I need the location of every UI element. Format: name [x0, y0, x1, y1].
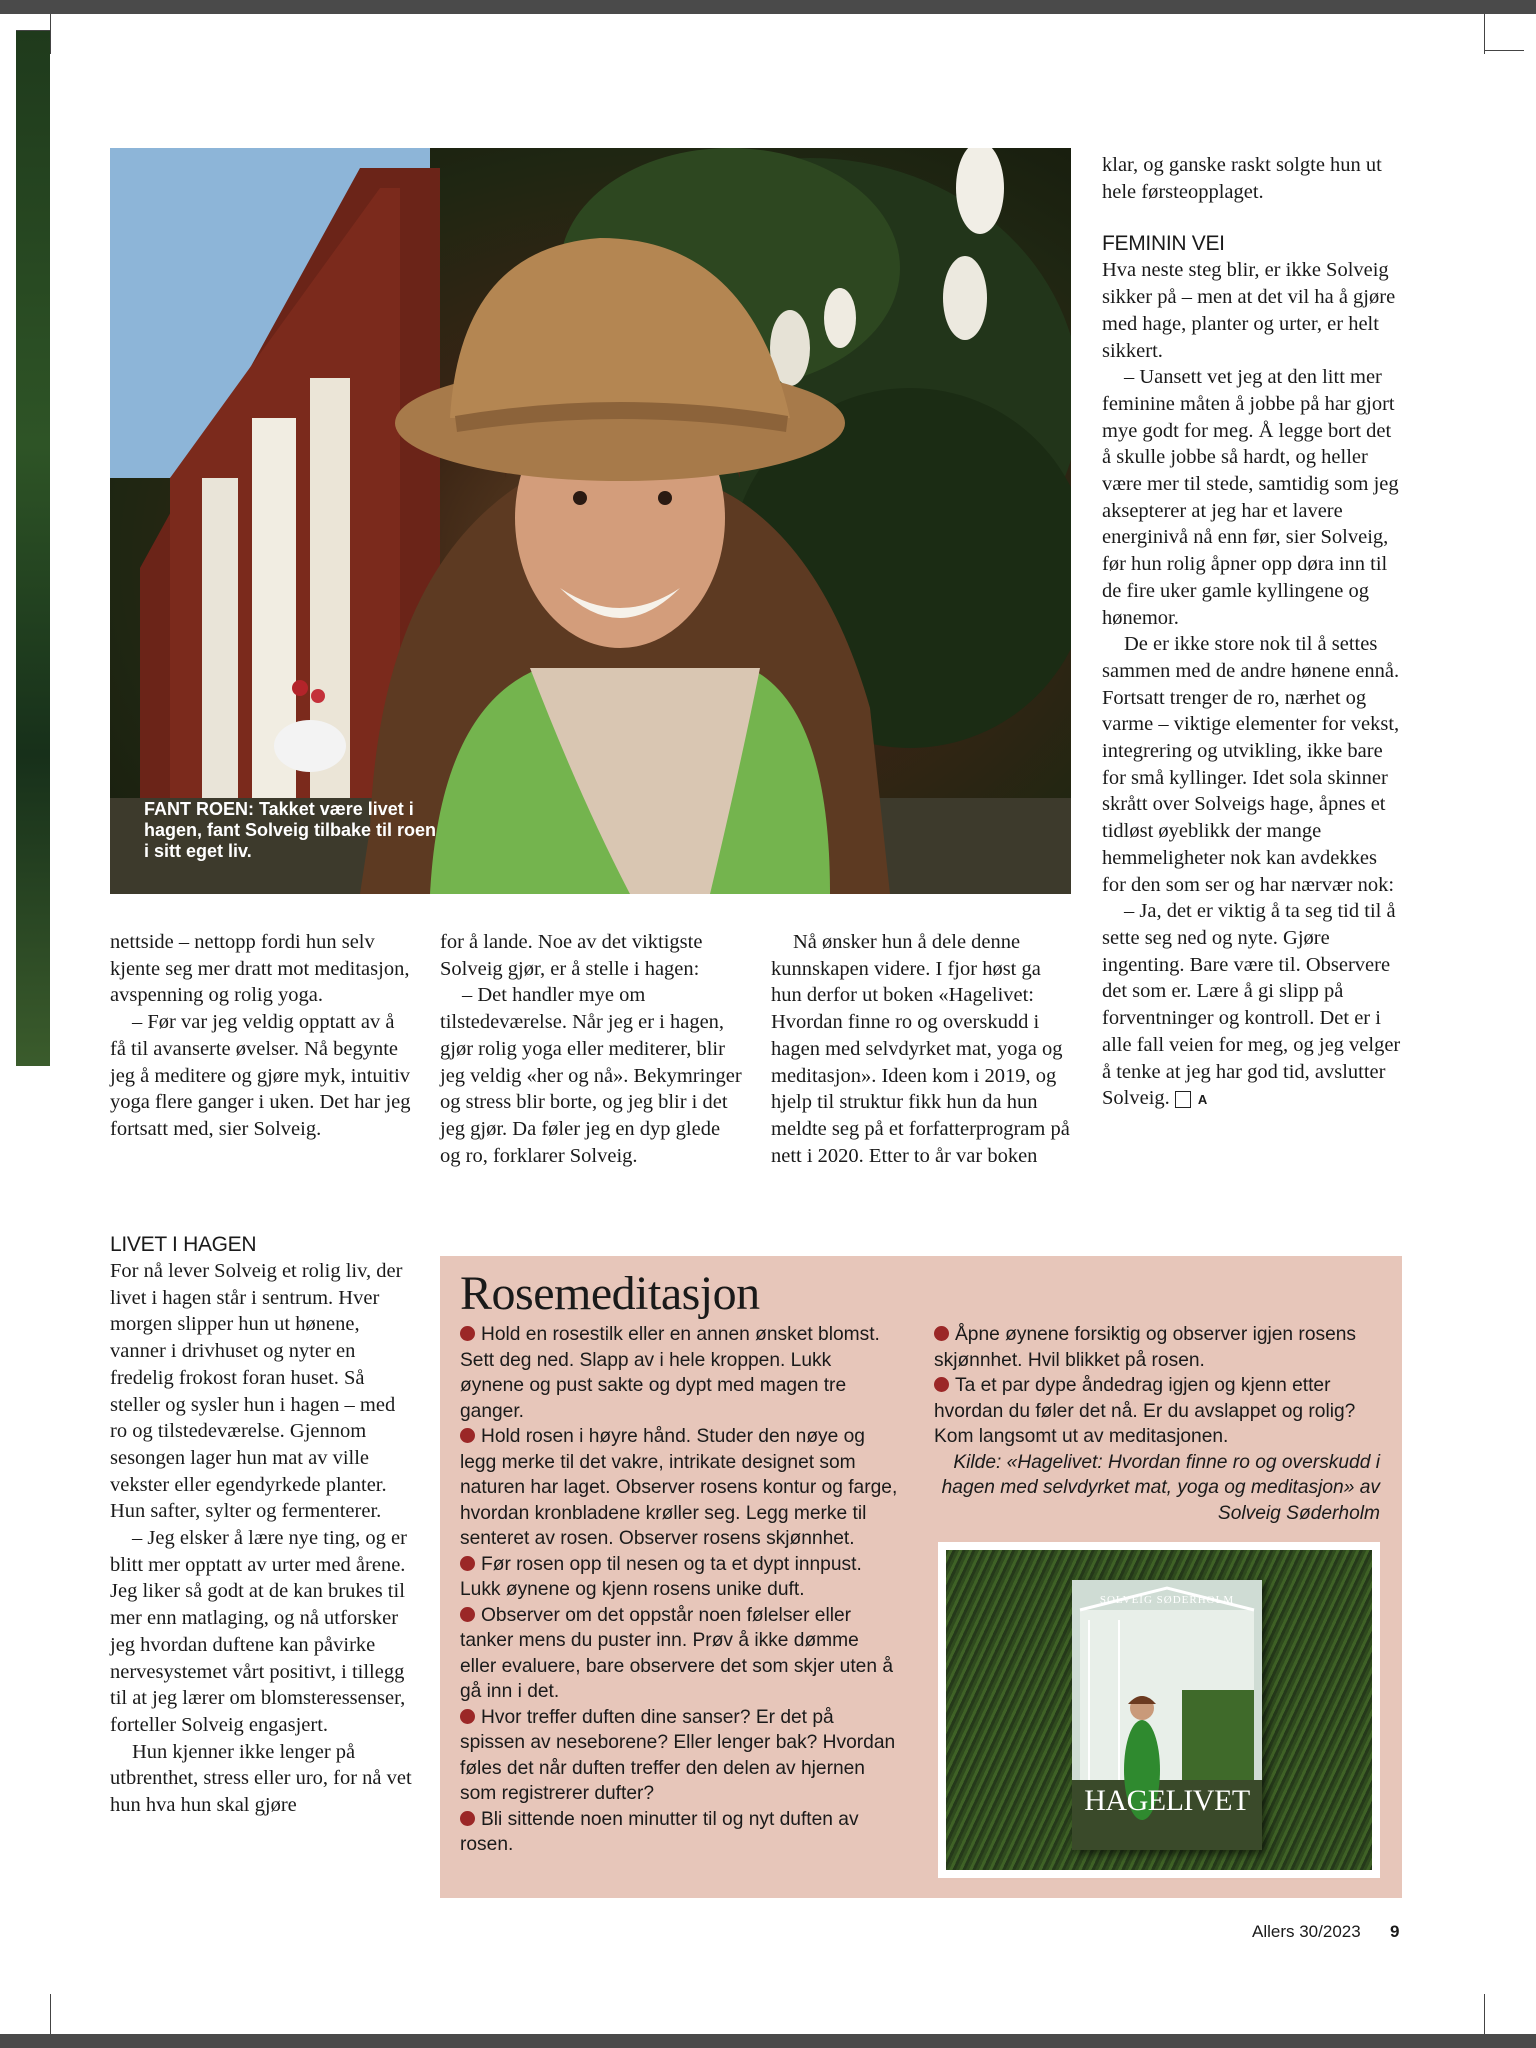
box-title: Rosemeditasjon — [460, 1267, 760, 1320]
list-item — [934, 1322, 1380, 1373]
article-column-2 — [440, 929, 742, 1169]
crop-mark — [50, 14, 51, 54]
portrait-illustration — [110, 148, 1071, 894]
bullet-icon — [934, 1377, 949, 1392]
portrait-photo — [110, 148, 1071, 894]
paragraph-text: – Ja, det er viktig å ta seg tid til å sette seg ned og nyte. Gjøre ingenting. Bare være til. Observere det som er. Lære å gi slipp på forventninger og kontroll. Det er i alle fall veien for meg, og jeg velger å tenke at jeg har god tid, avslutter Solveig. — [1102, 900, 1401, 1110]
paragraph: nettside – nettopp fordi hun selv kjente seg mer dratt mot meditasjon, avspenning og rolig yoga. — [110, 931, 410, 1007]
box-right-column — [934, 1322, 1380, 1526]
source-citation: Kilde: «Hagelivet: Hvordan finne ro og overskudd i hagen med selvdyrket mat, yoga og meditasjon» av Solveig Søderholm — [941, 1451, 1380, 1524]
list-item-text: Ta et par dype åndedrag igjen og kjenn etter hvordan du føler det nå. Er du avslappet og rolig? Kom langsomt ut av meditasjonen. — [934, 1375, 1356, 1447]
paragraph: Hva neste steg blir, er ikke Solveig sikker på – men at det vil ha å gjøre med hage, planter og urter, er helt sikkert. — [1102, 259, 1396, 362]
list-item — [460, 1705, 900, 1807]
list-item — [460, 1603, 900, 1705]
list-item-text: Hvor treffer duften dine sanser? Er det på spissen av neseborene? Eller lenger bak? Hvordan føles det når duften treffer den delen av hjernen som registrerer dufter? — [460, 1706, 896, 1804]
subheading-livet-i-hagen: LIVET I HAGEN — [110, 1233, 257, 1256]
grass-background — [946, 1550, 1372, 1870]
paragraph: – Før var jeg veldig opptatt av å få til avanserte øvelser. Nå begynte jeg å meditere og gjøre myk, intuitiv yoga flere ganger i uken. Det har jeg fortsatt med, sier Solveig. — [110, 1011, 411, 1140]
paragraph: – Uansett vet jeg at den litt mer feminine måten å jobbe på har gjort mye godt for meg. Å legge bort det å skulle jobbe så hardt, og heller være mer til stede, samtidig som jeg aksepterer at jeg har et lavere energinivå nå enn før, sier Solveig, før hun rolig åpner opp døra inn til de fire uker gamle kyllingene og hønemor. — [1102, 366, 1399, 629]
paragraph: klar, og ganske raskt solgte hun ut hele førsteopplaget. — [1102, 154, 1382, 203]
crop-mark — [1484, 50, 1524, 51]
bullet-icon — [460, 1428, 475, 1443]
end-mark-icon: A — [1175, 1091, 1191, 1108]
paragraph: for å lande. Noe av det viktigste Solveig gjør, er å stelle i hagen: — [440, 931, 703, 980]
list-item-text: Observer om det oppstår noen følelser eller tanker mens du puster inn. Prøv å ikke dømme eller evaluere, bare observere det som skjer uten å gå inn i det. — [460, 1604, 894, 1702]
article-column-3 — [771, 929, 1073, 1169]
previous-page-edge — [16, 30, 50, 1066]
paragraph: – Jeg elsker å lære nye ting, og er blitt mer opptatt av urter med årene. Jeg liker så godt at de kan brukes til mer enn matlaging, og nå utforsker jeg hvordan duftene kan påvirke nervesystemet vårt positivt, i tillegg til at jeg lærer om blomsteressenser, forteller Solveig engasjert. — [110, 1527, 407, 1736]
bullet-icon — [460, 1607, 475, 1622]
paragraph — [1102, 898, 1402, 1112]
crop-mark — [50, 1994, 51, 2034]
crop-mark — [16, 30, 50, 31]
book-cover — [1072, 1580, 1262, 1850]
list-item — [460, 1424, 900, 1552]
subheading-feminin-vei: FEMININ VEI — [1102, 232, 1225, 256]
paragraph: Hun kjenner ikke lenger på utbrenthet, stress eller uro, for nå vet hun hva hun skal gjøre — [110, 1740, 412, 1817]
box-left-column — [460, 1322, 900, 1858]
book-photo — [938, 1542, 1380, 1878]
list-item-text: Hold rosen i høyre hånd. Studer den nøye og legg merke til det vakre, intrikate designet som naturen har laget. Observer rosens kontur og farge, hvordan kronbladene krøller seg. Legg merke til senteret av rosen. Observer rosens skjønnhet. — [460, 1426, 898, 1549]
book-title: HAGELIVET — [1084, 1784, 1250, 1817]
bullet-icon — [460, 1326, 475, 1341]
bullet-icon — [934, 1326, 949, 1341]
crop-mark — [1484, 1994, 1485, 2034]
list-item-text: Hold en rosestilk eller en annen ønsket blomst. Sett deg ned. Slapp av i hele kroppen. Lukk øynene og pust sakte og dypt med magen tre ganger. — [460, 1324, 880, 1422]
rosemeditasjon-box — [440, 1256, 1402, 1898]
list-item — [460, 1552, 900, 1603]
photo-caption: FANT ROEN: Takket være livet i hagen, fant Solveig tilbake til roen i sitt eget liv. — [144, 799, 437, 861]
article-column-1 — [110, 929, 412, 1143]
paragraph: – Det handler mye om tilstedeværelse. Når jeg er i hagen, gjør rolig yoga eller mediterer, blir jeg veldig «her og nå». Bekymringer og stress blir borte, og jeg blir i det jeg gjør. Da føler jeg en dyp glede og ro, forklarer Solveig. — [440, 984, 742, 1167]
book-author: SOLVEIG SØDERHOLM — [1099, 1594, 1235, 1606]
list-item — [460, 1807, 900, 1858]
crop-mark — [1484, 14, 1485, 54]
bullet-icon — [460, 1556, 475, 1571]
publication-issue: Allers 30/2023 — [1252, 1922, 1361, 1941]
list-item — [460, 1322, 900, 1424]
list-item — [934, 1373, 1380, 1450]
article-column-right — [1102, 152, 1402, 1112]
article-column-bottom-left — [110, 1232, 412, 1819]
list-item-text: Før rosen opp til nesen og ta et dypt innpust. Lukk øynene og kjenn rosens unike duft. — [460, 1553, 862, 1600]
paragraph: De er ikke store nok til å settes sammen med de andre hønene ennå. Fortsatt trenger de ro, nærhet og varme – viktige elementer for vekst, integrering og utvikling, ikke bare for små kyllinger. Idet sola skinner skrått over Solveigs hage, åpnes et tidløst øyeblikk der mange hemmeligheter nok kan avdekkes for den som ser og har nærvær nok: — [1102, 633, 1400, 896]
bullet-icon — [460, 1709, 475, 1724]
page-number: 9 — [1390, 1922, 1400, 1941]
list-item-text: Bli sittende noen minutter til og nyt duften av rosen. — [460, 1808, 859, 1855]
magazine-page — [0, 14, 1536, 2034]
paragraph: For nå lever Solveig et rolig liv, der livet i hagen står i sentrum. Hver morgen slipper hun ut hønene, vanner i drivhuset og nyter en fredelig frokost foran huset. Så steller og sysler hun i hagen – med ro og tilstedeværelse. Gjennom sesongen lager hun mat av ville vekster eller egendyrkede planter. Hun safter, sylter og fermenterer. — [110, 1260, 403, 1523]
list-item-text: Åpne øynene forsiktig og observer igjen rosens skjønnhet. Hvil blikket på rosen. — [934, 1324, 1357, 1371]
bullet-icon — [460, 1811, 475, 1826]
paragraph: Nå ønsker hun å dele denne kunnskapen videre. I fjor høst ga hun derfor ut boken «Hagelivet: Hvordan finne ro og overskudd i hagen med selvdyrket mat, yoga og meditasjon». Ideen kom i 2019, og hjelp til struktur fikk hun da hun meldte seg på et forfatterprogram på nett i 2020. Etter to år var boken — [771, 931, 1070, 1167]
